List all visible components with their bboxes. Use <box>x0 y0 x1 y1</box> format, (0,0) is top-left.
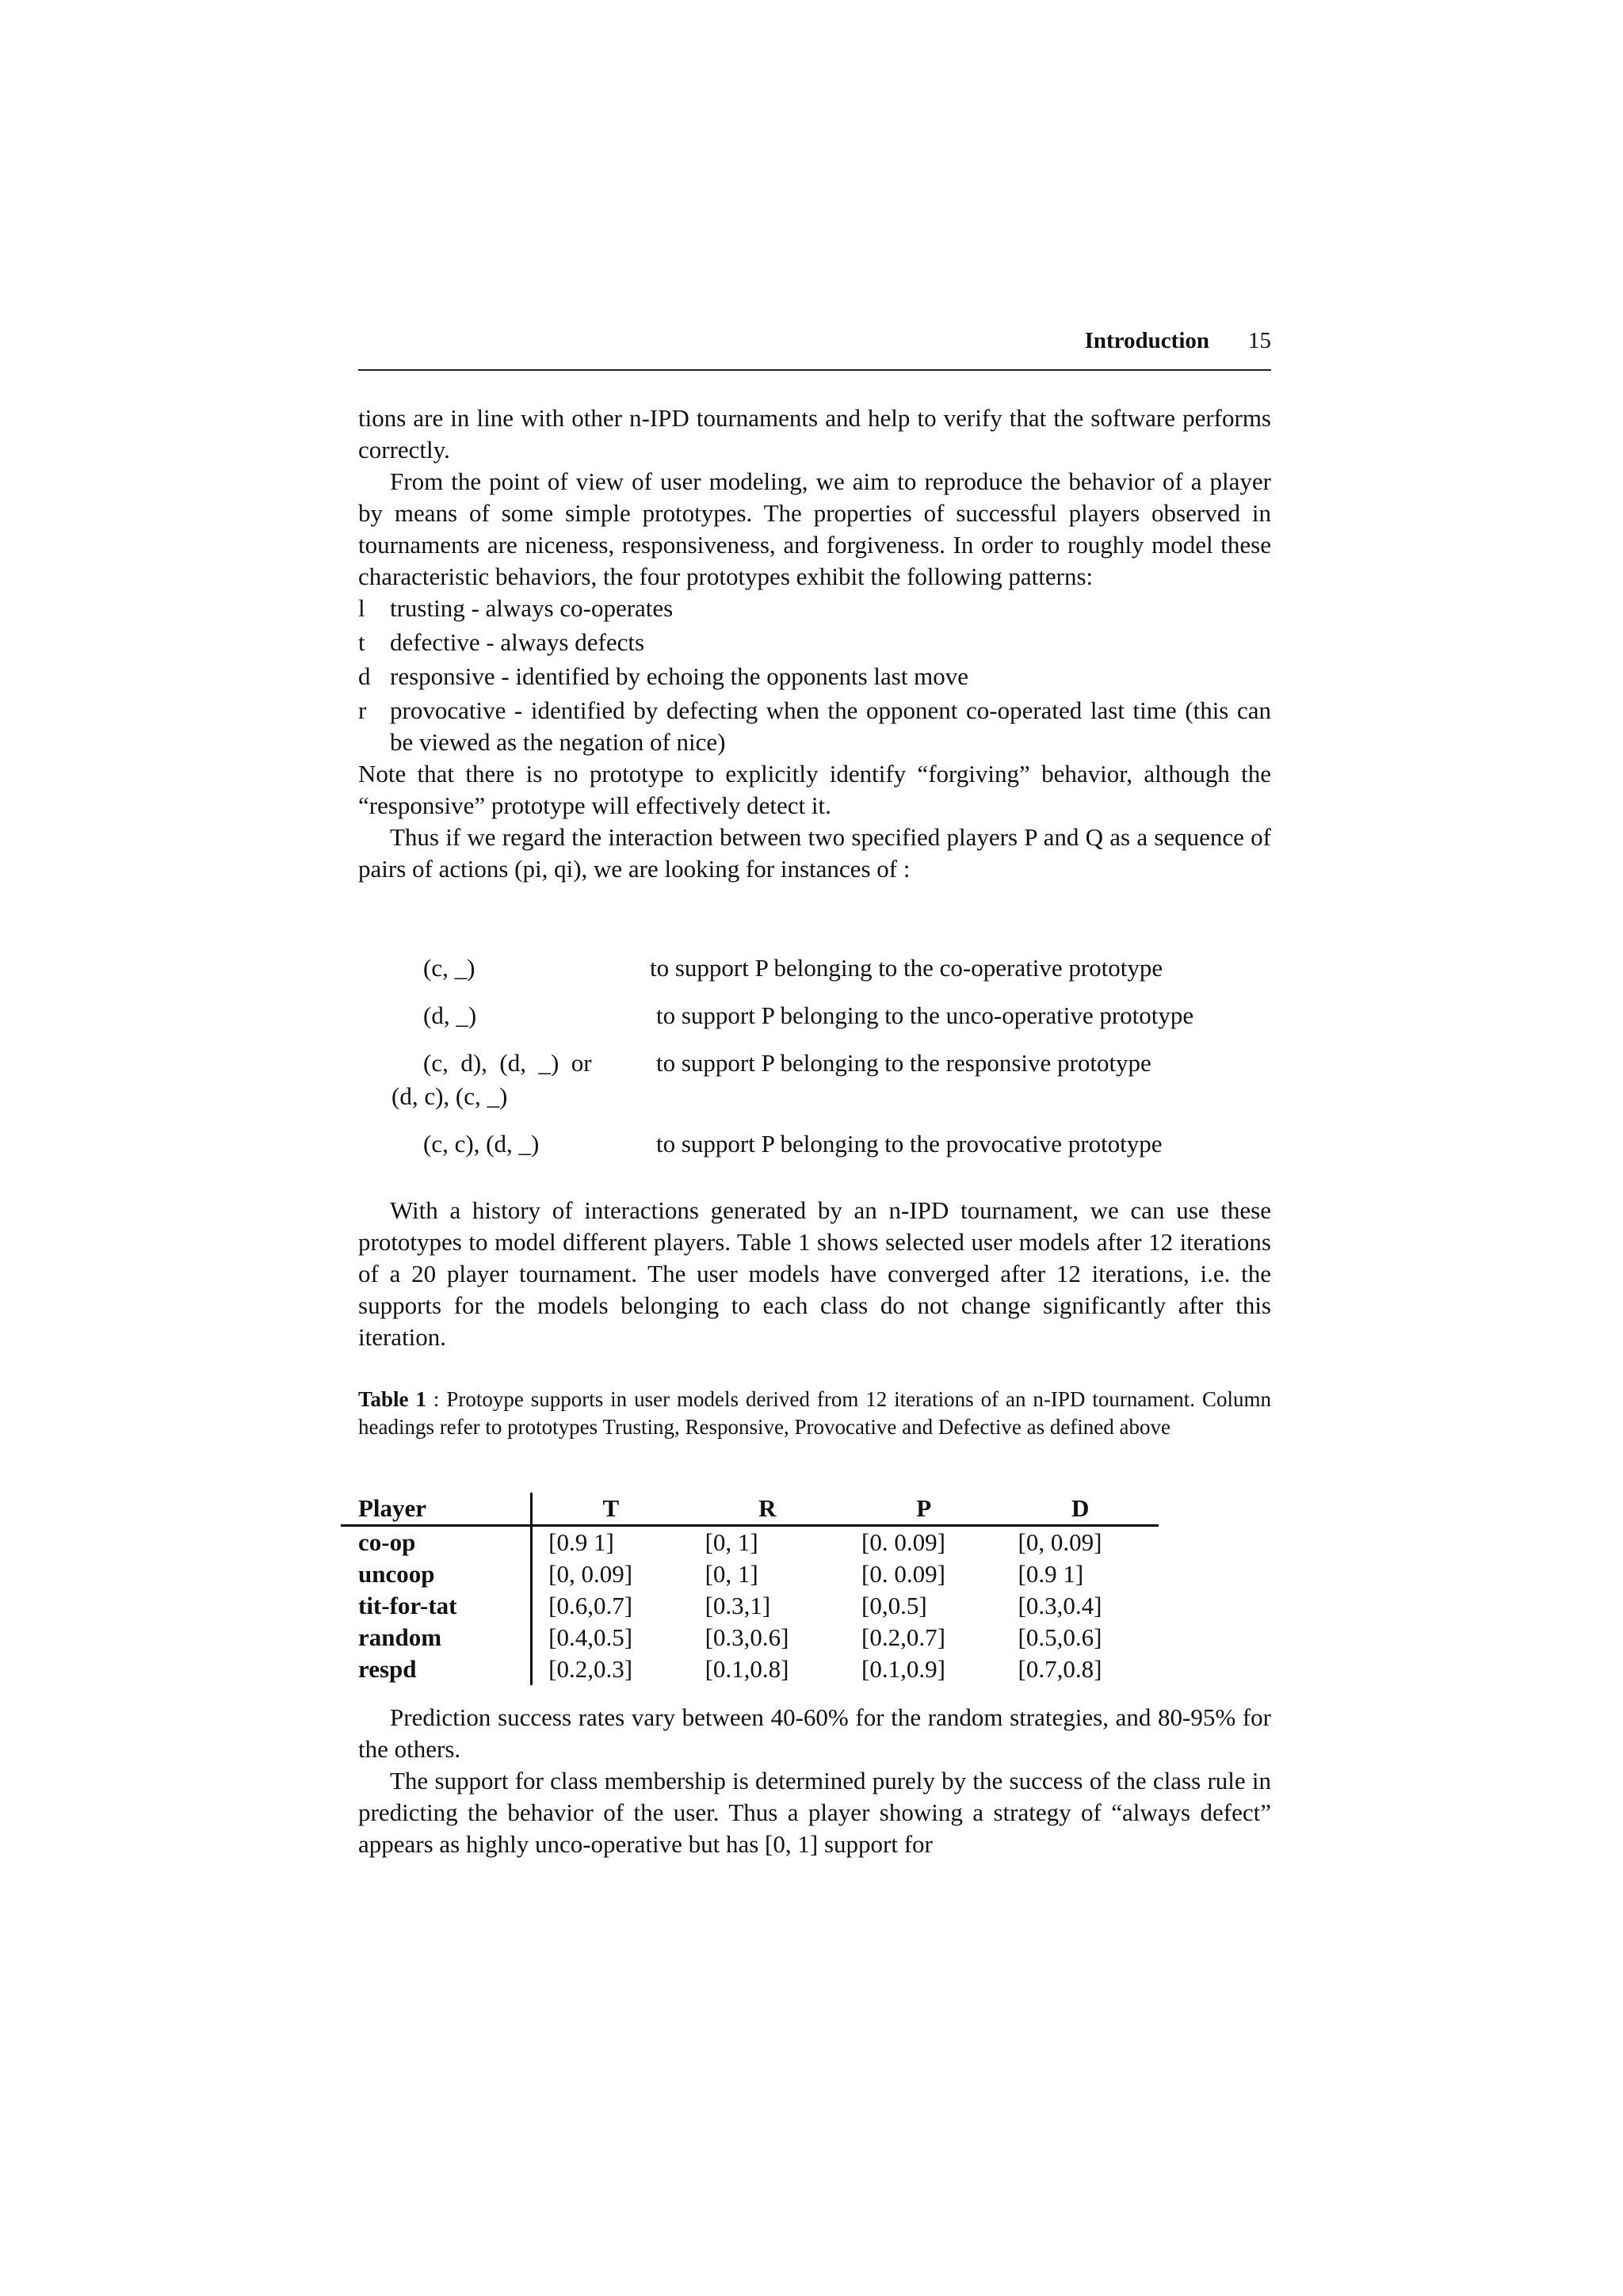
support-description: to support P belonging to the responsive prototype <box>656 1049 1151 1077</box>
table-caption <box>358 1386 1271 1441</box>
cell-p: [0.2,0.7] <box>861 1623 945 1651</box>
player-name: random <box>341 1622 532 1653</box>
body-text-lower <box>358 1702 1271 1860</box>
cell-p: [0. 0.09] <box>861 1528 945 1556</box>
table-caption-label: Table 1 <box>358 1387 426 1411</box>
cell-p: [0.1,0.9] <box>861 1655 945 1683</box>
pattern-text: defective - always defects <box>390 628 645 656</box>
support-pattern-line1: (c, d), (d, _) or <box>423 1049 592 1077</box>
header-player: Player <box>341 1493 532 1526</box>
table-row <box>341 1622 1159 1653</box>
paragraph-1: tions are in line with other n-IPD tournaments and help to verify that the software performs correctly. <box>358 404 1271 463</box>
paragraph-4: Thus if we regard the interaction between two specified players P and Q as a sequence of pairs of actions (pi, qi), we are looking for instances of : <box>358 823 1271 883</box>
cell-p: [0,0.5] <box>861 1592 927 1619</box>
header-p: P <box>846 1493 1002 1526</box>
running-head <box>358 328 1271 360</box>
paragraph-3: Note that there is no prototype to explicitly identify “forgiving” behavior, although the “responsive” prototype will effectively detect it. <box>358 760 1271 819</box>
header-d: D <box>1002 1493 1159 1526</box>
support-pattern: (c, c), (d, _) <box>423 1130 540 1158</box>
cell-d: [0.7,0.8] <box>1018 1655 1102 1683</box>
pattern-item-responsive <box>358 661 1271 692</box>
page-number: 15 <box>1248 328 1271 353</box>
cell-r: [0.3,1] <box>705 1592 771 1619</box>
cell-d: [0.9 1] <box>1018 1560 1084 1588</box>
cell-p: [0. 0.09] <box>861 1560 945 1588</box>
pattern-text: trusting - always co-operates <box>390 594 674 622</box>
cell-r: [0, 1] <box>705 1528 758 1556</box>
cell-r: [0.1,0.8] <box>705 1655 789 1683</box>
cell-t: [0.6,0.7] <box>548 1592 633 1619</box>
body-text-middle <box>358 1195 1271 1353</box>
prototype-support-table <box>341 1493 1159 1685</box>
body-text-upper <box>358 402 1271 885</box>
cell-r: [0.3,0.6] <box>705 1623 789 1651</box>
cell-t: [0, 0.09] <box>548 1560 633 1588</box>
table-header-row <box>341 1493 1159 1526</box>
pattern-item-trusting <box>358 593 1271 624</box>
cell-d: [0.5,0.6] <box>1018 1623 1102 1651</box>
header-rule <box>358 369 1271 371</box>
cell-r: [0, 1] <box>705 1560 758 1588</box>
player-name: uncoop <box>341 1558 532 1590</box>
table-row <box>341 1653 1159 1685</box>
cell-t: [0.9 1] <box>548 1528 614 1556</box>
cell-t: [0.2,0.3] <box>548 1655 633 1683</box>
paragraph-5: With a history of interactions generated by an n-IPD tournament, we can use these prototypes to model different players. Table 1 shows selected user models after 12 iterations of a 20 player tournament. The user models have converged after 12 iterations, i.e. the supports for the models belonging to each class do not change significantly after this iteration. <box>358 1196 1271 1351</box>
table-caption-text: : Protoype supports in user models derived from 12 iterations of an n-IPD tournament. Column headings refer to prototypes Trusting, Responsive, Provocative and Defective as defined above <box>358 1387 1271 1439</box>
pattern-text: responsive - identified by echoing the opponents last move <box>390 662 969 690</box>
pattern-bullet: d <box>358 662 371 690</box>
support-pattern: (c, _) <box>423 954 475 982</box>
paragraph-6: Prediction success rates vary between 40-60% for the random strategies, and 80-95% for the others. <box>358 1703 1271 1763</box>
support-description: to support P belonging to the unco-operative prototype <box>656 1001 1194 1029</box>
cell-d: [0, 0.09] <box>1018 1528 1102 1556</box>
pattern-bullet: t <box>358 628 365 656</box>
table-row <box>341 1590 1159 1622</box>
running-head-section: Introduction <box>1084 328 1209 353</box>
support-pattern-line2: (d, c), (c, _) <box>391 1082 508 1110</box>
cell-d: [0.3,0.4] <box>1018 1592 1102 1619</box>
pattern-bullet: l <box>358 594 365 622</box>
table-row <box>341 1558 1159 1590</box>
paragraph-7: The support for class membership is determined purely by the success of the class rule in predicting the behavior of the user. Thus a player showing a strategy of “always defect” appears as highly unco-operative but has [0, 1] support for <box>358 1767 1271 1858</box>
paragraph-2: From the point of view of user modeling, we aim to reproduce the behavior of a player by means of some simple prototypes. The properties of successful players observed in tournaments are niceness, responsiveness, and forgiveness. In order to roughly model these characteristic behaviors, the four prototypes exhibit the following patterns: <box>358 467 1271 590</box>
table-row <box>341 1526 1159 1559</box>
player-name: tit-for-tat <box>341 1590 532 1622</box>
header-t: T <box>532 1493 689 1526</box>
support-description: to support P belonging to the co-operative prototype <box>650 954 1163 982</box>
player-name: respd <box>341 1653 532 1685</box>
pattern-bullet: r <box>358 696 367 724</box>
cell-t: [0.4,0.5] <box>548 1623 633 1651</box>
header-r: R <box>689 1493 846 1526</box>
player-name: co-op <box>341 1526 532 1559</box>
support-description: to support P belonging to the provocative prototype <box>656 1130 1163 1158</box>
pattern-item-provocative <box>358 695 1271 758</box>
pattern-item-defective <box>358 627 1271 658</box>
support-pattern: (d, _) <box>423 1001 477 1029</box>
pattern-text: provocative - identified by defecting when the opponent co-operated last time (this can be viewed as the negation of nice) <box>390 696 1271 756</box>
